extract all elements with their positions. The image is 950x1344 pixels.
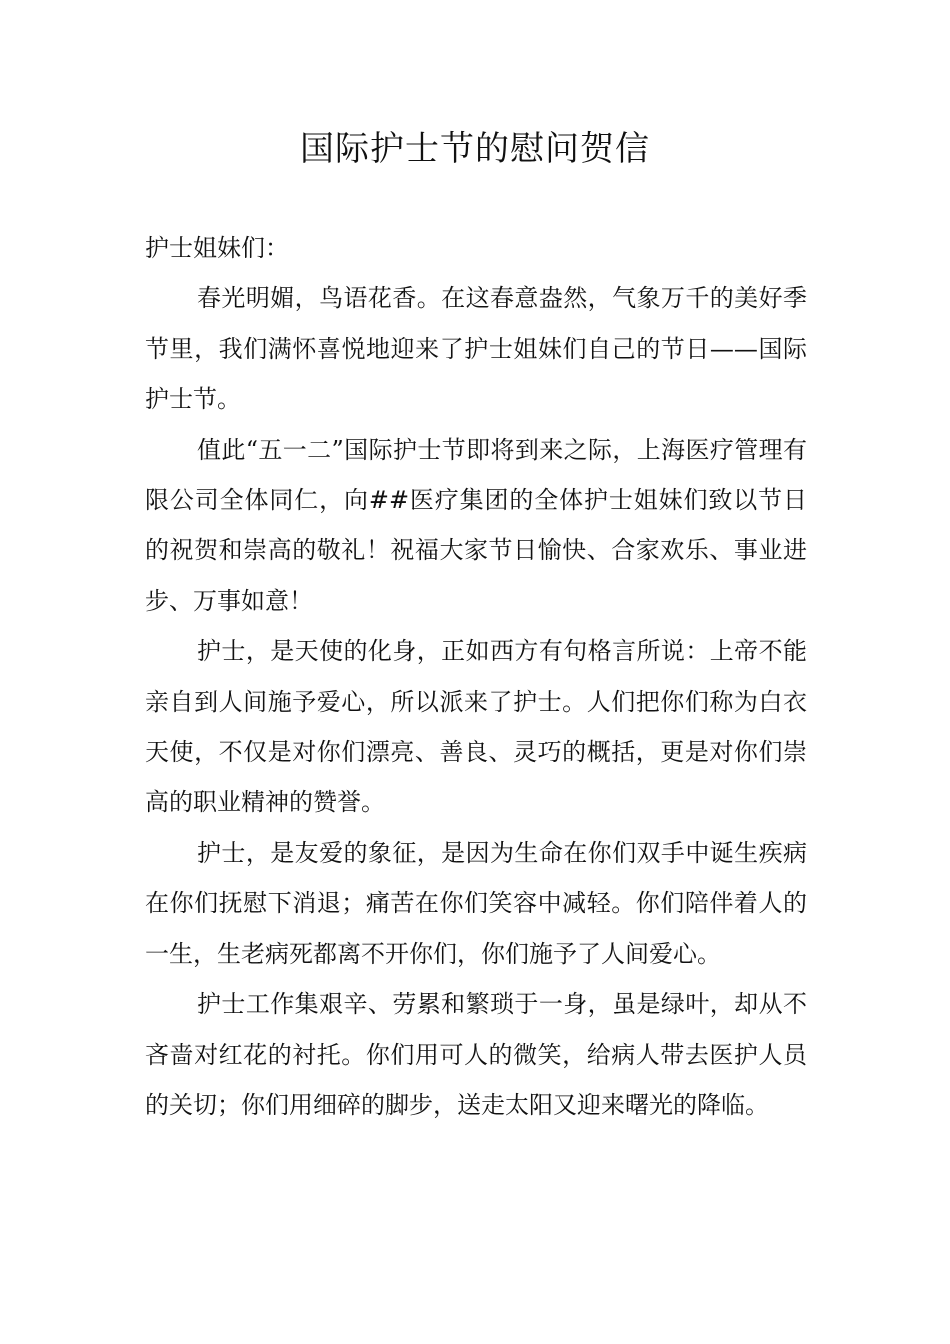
document-title: 国际护士节的慰问贺信 [300, 129, 650, 169]
greeting: 护士姐妹们： [145, 234, 289, 262]
paragraph-hardship: 护士工作集艰辛、劳累和繁琐于一身，虽是绿叶，却从不吝啬对红花的衬托。你们用可人的微笑，给病人带去医护人员的关切；你们用细碎的脚步，送走太阳又迎来曙光的降临。 [145, 990, 807, 1119]
document-body [145, 223, 807, 1130]
paragraph-congratulations: 值此“五一二”国际护士节即将到来之际，上海医疗管理有限公司全体同仁，向##医疗集团的全体护士姐妹们致以节日的祝贺和崇高的敬礼！祝福大家节日愉快、合家欢乐、事业进步、万事如意！ [145, 435, 807, 615]
paragraph-friendship: 护士，是友爱的象征，是因为生命在你们双手中诞生疾病在你们抚慰下消退；痛苦在你们笑容中减轻。你们陪伴着人的一生，生老病死都离不开你们，你们施予了人间爱心。 [145, 838, 807, 968]
paragraph-angel: 护士，是天使的化身，正如西方有句格言所说：上帝不能亲自到人间施予爱心，所以派来了护士。人们把你们称为白衣天使，不仅是对你们漂亮、善良、灵巧的概括，更是对你们崇高的职业精神的赞誉。 [145, 637, 807, 817]
paragraph-spring: 春光明媚，鸟语花香。在这春意盎然，气象万千的美好季节里，我们满怀喜悦地迎来了护士姐妹们自己的节日——国际护士节。 [145, 284, 807, 414]
